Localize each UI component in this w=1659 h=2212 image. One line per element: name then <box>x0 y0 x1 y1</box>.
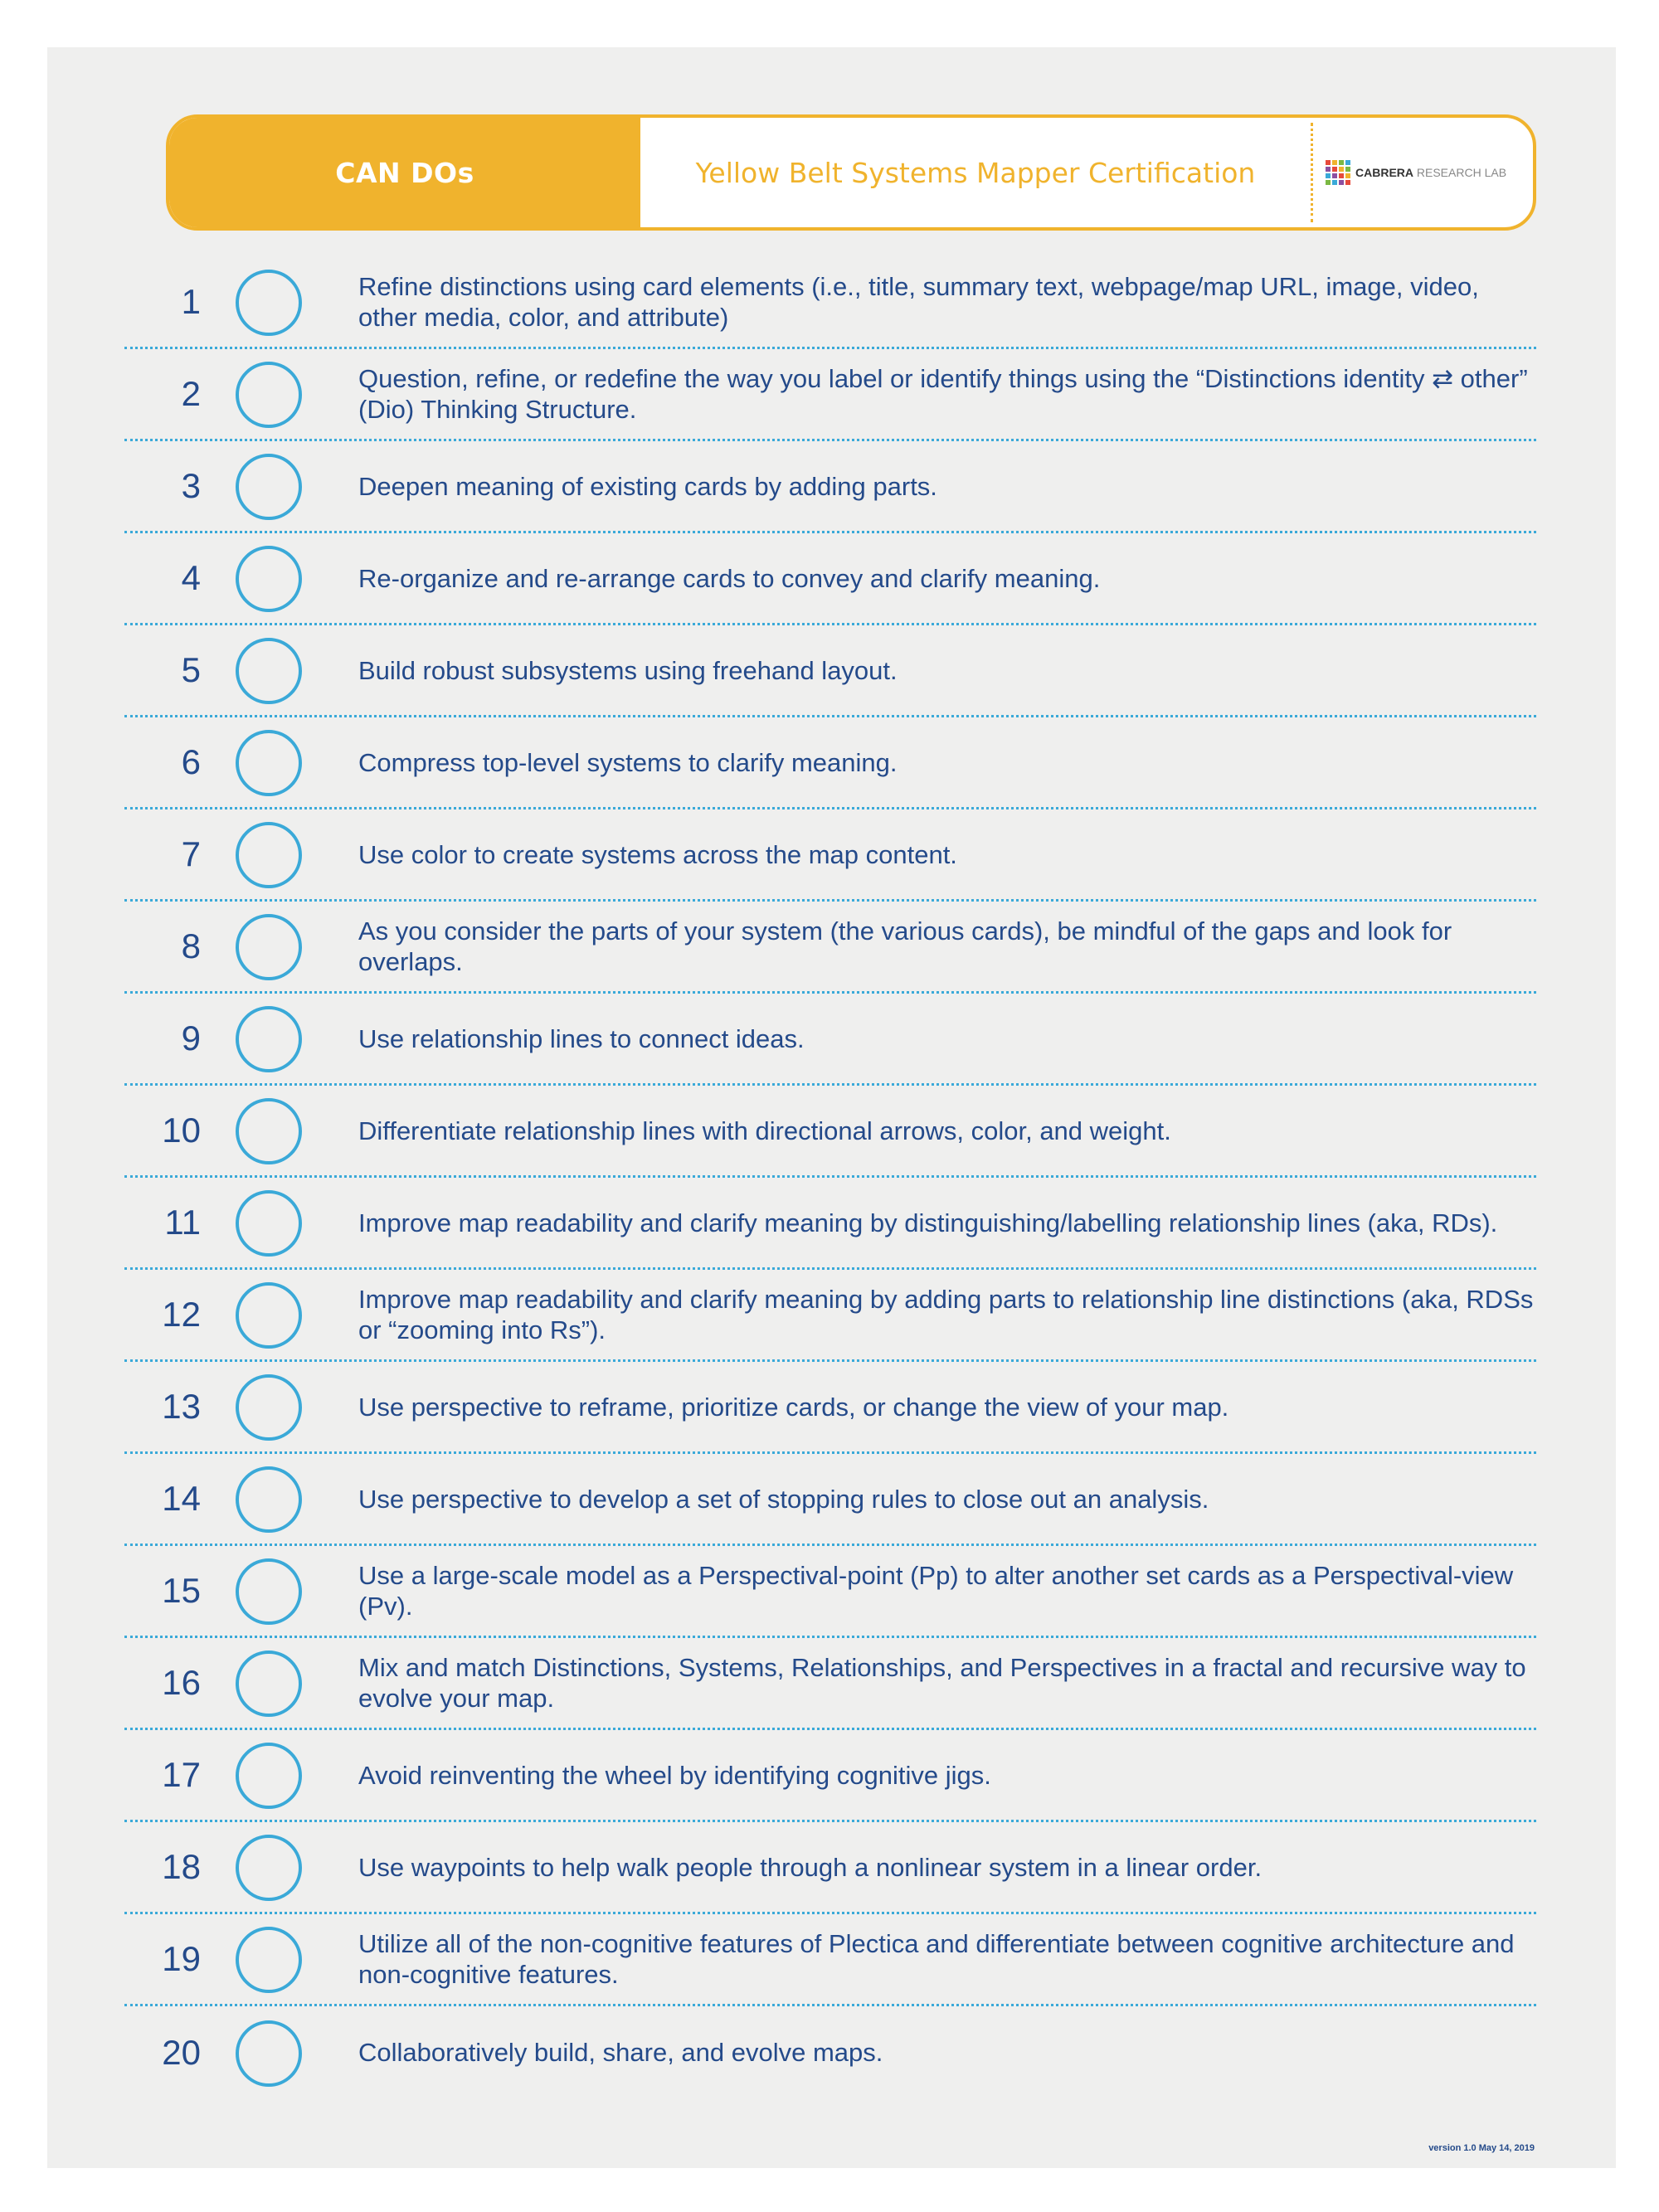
logo-brand: CABRERA <box>1355 166 1413 179</box>
item-number: 9 <box>181 1018 201 1057</box>
list-item <box>124 1546 1536 1638</box>
item-text: Question, refine, or redefine the way you label or identify things using the “Distinctions identity ⇄ other” (Dio) Thinking Structure. <box>358 364 1528 424</box>
list-item <box>124 257 1536 349</box>
can-dos-title: CAN DOs <box>335 156 474 189</box>
empty-circle-icon[interactable] <box>236 822 302 888</box>
list-item <box>124 809 1536 902</box>
item-number: 15 <box>162 1571 201 1610</box>
logo-text <box>1355 166 1506 179</box>
empty-circle-icon[interactable] <box>236 1466 302 1533</box>
list-item <box>124 1822 1536 1914</box>
item-number: 11 <box>164 1203 201 1242</box>
item-text: Use relationship lines to connect ideas. <box>358 1023 805 1053</box>
list-item <box>124 2006 1536 2098</box>
list-item <box>124 1178 1536 1270</box>
item-text: Improve map readability and clarify meaning by adding parts to relationship line distinctions (aka, RDSs or “zooming into Rs”). <box>358 1285 1534 1344</box>
empty-circle-icon[interactable] <box>236 638 302 704</box>
item-number: 16 <box>162 1663 201 1702</box>
list-item <box>124 441 1536 533</box>
empty-circle-icon[interactable] <box>236 270 302 336</box>
item-number: 3 <box>181 466 201 505</box>
empty-circle-icon[interactable] <box>236 454 302 520</box>
list-item <box>124 994 1536 1086</box>
header-divider <box>1311 123 1313 222</box>
item-text: Mix and match Distinctions, Systems, Relationships, and Perspectives in a fractal and recursive way to evolve your map. <box>358 1653 1526 1713</box>
list-item <box>124 1454 1536 1546</box>
item-text: Use color to create systems across the map content. <box>358 839 957 869</box>
empty-circle-icon[interactable] <box>236 1374 302 1441</box>
item-number: 4 <box>181 558 201 597</box>
item-text: Build robust subsystems using freehand layout. <box>358 655 898 685</box>
header-banner <box>166 114 1536 231</box>
list-item <box>124 1270 1536 1362</box>
item-number: 14 <box>162 1479 201 1518</box>
list-item <box>124 717 1536 809</box>
empty-circle-icon[interactable] <box>236 1650 302 1717</box>
item-number: 5 <box>181 650 201 689</box>
list-item <box>124 1638 1536 1730</box>
item-text: Compress top-level systems to clarify meaning. <box>358 747 898 777</box>
grid-logo-icon <box>1326 160 1350 185</box>
item-text: Use a large-scale model as a Perspectival-point (Pp) to alter another set cards as a Perspectival-view (Pv). <box>358 1561 1514 1621</box>
item-text: Refine distinctions using card elements (i.e., title, summary text, webpage/map URL, image, video, other media, color, and attribute) <box>358 272 1479 332</box>
header-can-dos <box>169 118 640 227</box>
item-text: Avoid reinventing the wheel by identifying cognitive jigs. <box>358 1760 991 1790</box>
item-number: 17 <box>162 1755 201 1794</box>
list-item <box>124 1086 1536 1178</box>
list-item <box>124 533 1536 625</box>
item-text: Use waypoints to help walk people through a nonlinear system in a linear order. <box>358 1852 1262 1882</box>
empty-circle-icon[interactable] <box>236 1282 302 1349</box>
empty-circle-icon[interactable] <box>236 2020 302 2087</box>
can-do-list <box>124 257 1536 2098</box>
logo-suffix: RESEARCH LAB <box>1416 166 1507 179</box>
empty-circle-icon[interactable] <box>236 362 302 428</box>
item-text: Differentiate relationship lines with directional arrows, color, and weight. <box>358 1116 1171 1145</box>
item-number: 7 <box>181 834 201 873</box>
list-item <box>124 1914 1536 2006</box>
empty-circle-icon[interactable] <box>236 1006 302 1072</box>
item-text: Use perspective to reframe, prioritize cards, or change the view of your map. <box>358 1392 1229 1422</box>
empty-circle-icon[interactable] <box>236 546 302 612</box>
item-number: 19 <box>162 1939 201 1978</box>
list-item <box>124 1362 1536 1454</box>
item-number: 8 <box>181 926 201 965</box>
item-number: 2 <box>181 374 201 413</box>
item-number: 18 <box>162 1847 201 1886</box>
empty-circle-icon[interactable] <box>236 914 302 980</box>
list-item <box>124 1730 1536 1822</box>
item-text: As you consider the parts of your system (the various cards), be mindful of the gaps and look for overlaps. <box>358 916 1452 976</box>
item-number: 20 <box>162 2032 201 2072</box>
item-number: 6 <box>181 742 201 781</box>
item-text: Use perspective to develop a set of stopping rules to close out an analysis. <box>358 1484 1209 1514</box>
item-text: Improve map readability and clarify meaning by distinguishing/labelling relationship lines (aka, RDs). <box>358 1208 1498 1237</box>
empty-circle-icon[interactable] <box>236 1927 302 1993</box>
item-text: Re-organize and re-arrange cards to convey and clarify meaning. <box>358 563 1101 593</box>
item-text: Deepen meaning of existing cards by adding parts. <box>358 471 937 501</box>
certification-title: Yellow Belt Systems Mapper Certification <box>695 156 1256 189</box>
list-item <box>124 349 1536 441</box>
header-title-area <box>640 118 1311 227</box>
empty-circle-icon[interactable] <box>236 1743 302 1809</box>
empty-circle-icon[interactable] <box>236 1190 302 1257</box>
version-footer: version 1.0 May 14, 2019 <box>1428 2143 1535 2153</box>
empty-circle-icon[interactable] <box>236 1835 302 1901</box>
empty-circle-icon[interactable] <box>236 1098 302 1164</box>
item-number: 13 <box>162 1387 201 1426</box>
cabrera-logo <box>1326 118 1525 227</box>
item-number: 12 <box>162 1295 201 1334</box>
item-number: 10 <box>162 1111 201 1150</box>
item-text: Utilize all of the non-cognitive features of Plectica and differentiate between cognitive architecture and non-cognitive features. <box>358 1929 1515 1989</box>
empty-circle-icon[interactable] <box>236 730 302 796</box>
list-item <box>124 902 1536 994</box>
item-text: Collaboratively build, share, and evolve maps. <box>358 2038 883 2067</box>
list-item <box>124 625 1536 717</box>
item-number: 1 <box>181 282 201 321</box>
empty-circle-icon[interactable] <box>236 1558 302 1625</box>
